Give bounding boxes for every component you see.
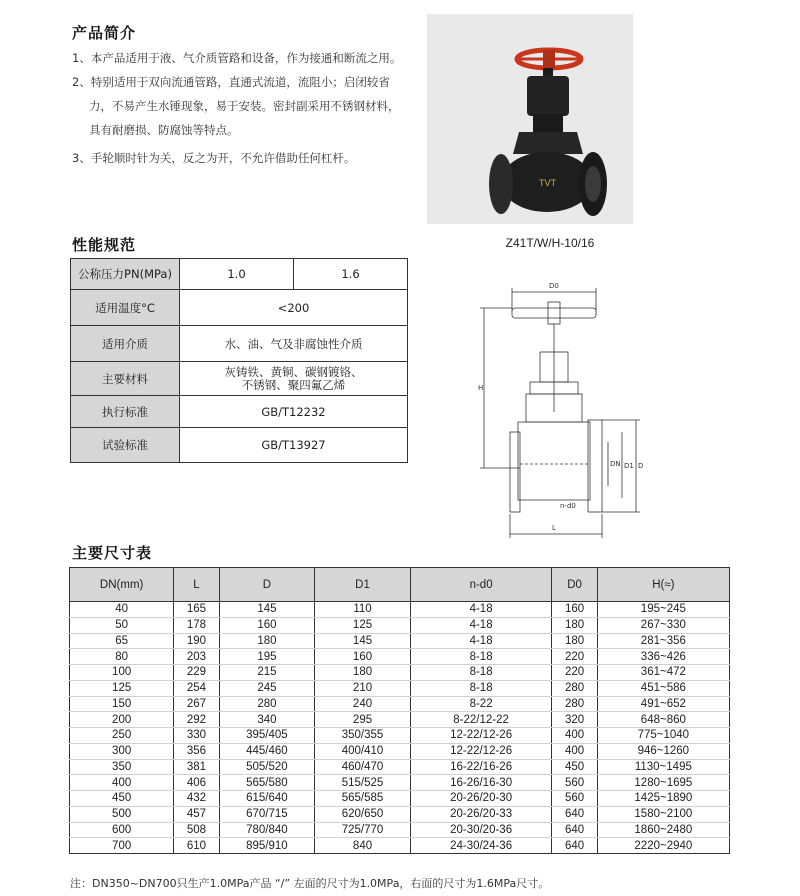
- table-cell: 8-18: [410, 649, 552, 665]
- table-cell: 300: [70, 743, 174, 759]
- table-cell: 280: [552, 696, 597, 712]
- specs-title: 性能规范: [72, 236, 137, 254]
- specs-table: [70, 258, 408, 463]
- table-cell: 320: [552, 712, 597, 728]
- table-cell: 670/715: [219, 806, 315, 822]
- table-row: [70, 680, 730, 696]
- table-cell: 640: [552, 838, 597, 854]
- table-cell: 350: [70, 759, 174, 775]
- table-row: [70, 649, 730, 665]
- table-cell: 145: [315, 633, 411, 649]
- table-cell: 400: [552, 728, 597, 744]
- table-cell: 1280~1695: [597, 775, 729, 791]
- table-cell: 180: [315, 665, 411, 681]
- intro-item: 具有耐磨损、防腐蚀等特点。: [89, 123, 239, 137]
- table-cell: 180: [219, 633, 315, 649]
- table-cell: 780/840: [219, 822, 315, 838]
- table-cell: 210: [315, 680, 411, 696]
- table-cell: 450: [552, 759, 597, 775]
- table-cell: 395/405: [219, 728, 315, 744]
- table-cell: 560: [552, 775, 597, 791]
- table-row: [70, 838, 730, 854]
- table-cell: 16-26/16-30: [410, 775, 552, 791]
- table-cell: 125: [315, 617, 411, 633]
- spec-label: 执行标准: [71, 396, 180, 428]
- dims-column-header: L: [174, 568, 219, 602]
- spec-label: 主要材料: [71, 362, 180, 396]
- table-cell: 505/520: [219, 759, 315, 775]
- dim-label-dn: DN: [610, 460, 621, 468]
- dims-body: [70, 602, 730, 854]
- spec-value: 水、油、气及非腐蚀性介质: [180, 326, 408, 362]
- table-cell: 8-22/12-22: [410, 712, 552, 728]
- table-cell: 1860~2480: [597, 822, 729, 838]
- table-row: [70, 602, 730, 618]
- spec-label: 试验标准: [71, 428, 180, 463]
- table-cell: 215: [219, 665, 315, 681]
- table-cell: 500: [70, 806, 174, 822]
- table-cell: 451~586: [597, 680, 729, 696]
- table-row: [70, 633, 730, 649]
- table-cell: 160: [219, 617, 315, 633]
- table-row: [70, 806, 730, 822]
- intro-item: 力，不易产生水锤现象，易于安装。密封副采用不锈钢材料，: [89, 99, 400, 113]
- table-cell: 80: [70, 649, 174, 665]
- table-cell: 150: [70, 696, 174, 712]
- table-row: [70, 822, 730, 838]
- table-cell: 350/355: [315, 728, 411, 744]
- dim-label-nd0: n-d0: [560, 502, 576, 510]
- table-row: [70, 743, 730, 759]
- table-cell: 946~1260: [597, 743, 729, 759]
- dim-label-d0: D0: [549, 282, 559, 290]
- table-cell: 24-30/24-36: [410, 838, 552, 854]
- table-cell: 1425~1890: [597, 791, 729, 807]
- dim-label-h: H: [478, 384, 484, 392]
- table-cell: 450: [70, 791, 174, 807]
- intro-list: [72, 46, 422, 170]
- table-cell: 245: [219, 680, 315, 696]
- product-model: Z41T/W/H-10/16: [505, 236, 595, 250]
- spec-value: [180, 362, 408, 396]
- table-cell: 280: [219, 696, 315, 712]
- table-cell: 16-22/16-26: [410, 759, 552, 775]
- table-row: [70, 617, 730, 633]
- spec-value-line: 灰铸铁、黄铜、碳钢镀铬、: [224, 364, 363, 379]
- table-cell: 250: [70, 728, 174, 744]
- table-cell: 229: [174, 665, 219, 681]
- table-cell: 340: [219, 712, 315, 728]
- table-cell: 565/580: [219, 775, 315, 791]
- table-cell: 610: [174, 838, 219, 854]
- table-cell: 125: [70, 680, 174, 696]
- table-cell: 640: [552, 806, 597, 822]
- spec-value: GB/T13927: [180, 428, 408, 463]
- spec-value: 1.6: [294, 259, 408, 290]
- valve-drawing: [460, 272, 660, 547]
- dims-column-header: D0: [552, 568, 597, 602]
- table-cell: 240: [315, 696, 411, 712]
- table-cell: 220: [552, 649, 597, 665]
- table-cell: 110: [315, 602, 411, 618]
- table-cell: 165: [174, 602, 219, 618]
- table-row: [70, 696, 730, 712]
- dims-title: 主要尺寸表: [72, 544, 153, 562]
- table-cell: 840: [315, 838, 411, 854]
- table-cell: 65: [70, 633, 174, 649]
- dim-label-d1: D1: [624, 462, 634, 470]
- table-cell: 336~426: [597, 649, 729, 665]
- table-cell: 50: [70, 617, 174, 633]
- table-cell: 775~1040: [597, 728, 729, 744]
- table-cell: 508: [174, 822, 219, 838]
- table-row: [70, 712, 730, 728]
- dims-table: [69, 567, 730, 854]
- table-cell: 725/770: [315, 822, 411, 838]
- table-cell: 292: [174, 712, 219, 728]
- dims-column-header: n-d0: [410, 568, 552, 602]
- table-cell: 295: [315, 712, 411, 728]
- table-cell: 600: [70, 822, 174, 838]
- dims-header-row: [70, 568, 730, 602]
- table-cell: 1580~2100: [597, 806, 729, 822]
- table-cell: 356: [174, 743, 219, 759]
- spec-label: 适用温度°C: [71, 290, 180, 326]
- table-row: [70, 728, 730, 744]
- valve-photo: [427, 14, 633, 224]
- table-cell: 160: [315, 649, 411, 665]
- dims-column-header: D: [219, 568, 315, 602]
- table-cell: 615/640: [219, 791, 315, 807]
- table-cell: 400: [552, 743, 597, 759]
- table-cell: 180: [552, 633, 597, 649]
- table-cell: 281~356: [597, 633, 729, 649]
- table-cell: 267~330: [597, 617, 729, 633]
- intro-item: 1、本产品适用于液、气介质管路和设备，作为接通和断流之用。: [72, 51, 402, 65]
- spec-value: GB/T12232: [180, 396, 408, 428]
- table-cell: 160: [552, 602, 597, 618]
- table-cell: 145: [219, 602, 315, 618]
- table-cell: 178: [174, 617, 219, 633]
- table-cell: 406: [174, 775, 219, 791]
- spec-label: 公称压力PN(MPa): [71, 259, 180, 290]
- table-row: [70, 665, 730, 681]
- table-cell: 432: [174, 791, 219, 807]
- table-cell: 700: [70, 838, 174, 854]
- table-cell: 445/460: [219, 743, 315, 759]
- table-cell: 361~472: [597, 665, 729, 681]
- table-cell: 254: [174, 680, 219, 696]
- table-cell: 8-18: [410, 665, 552, 681]
- table-cell: 220: [552, 665, 597, 681]
- table-cell: 40: [70, 602, 174, 618]
- table-cell: 20-26/20-30: [410, 791, 552, 807]
- table-cell: 2220~2940: [597, 838, 729, 854]
- table-cell: 20-26/20-33: [410, 806, 552, 822]
- dims-column-header: D1: [315, 568, 411, 602]
- table-cell: 12-22/12-26: [410, 743, 552, 759]
- table-cell: 400: [70, 775, 174, 791]
- table-row: [70, 791, 730, 807]
- spec-value: <200: [180, 290, 408, 326]
- table-cell: 195~245: [597, 602, 729, 618]
- table-cell: 648~860: [597, 712, 729, 728]
- intro-item: 2、特别适用于双向流通管路，直通式流道，流阻小；启闭较省: [72, 75, 390, 89]
- table-cell: 640: [552, 822, 597, 838]
- table-row: [70, 775, 730, 791]
- table-cell: 203: [174, 649, 219, 665]
- table-cell: 460/470: [315, 759, 411, 775]
- table-cell: 457: [174, 806, 219, 822]
- table-cell: 280: [552, 680, 597, 696]
- spec-label: 适用介质: [71, 326, 180, 362]
- body-mark: TVT: [539, 179, 557, 189]
- dims-column-header: H(≈): [597, 568, 729, 602]
- table-cell: 560: [552, 791, 597, 807]
- spec-value-line: 不锈钢、聚四氟乙烯: [241, 377, 346, 392]
- footnote: 注：DN350~DN700只生产1.0MPa产品 “/” 左面的尺寸为1.0MPa，右面的尺寸为1.6MPa尺寸。: [70, 877, 550, 890]
- dim-label-l: L: [552, 524, 556, 532]
- table-cell: 190: [174, 633, 219, 649]
- table-cell: 330: [174, 728, 219, 744]
- table-cell: 195: [219, 649, 315, 665]
- table-cell: 8-22: [410, 696, 552, 712]
- dims-column-header: DN(mm): [70, 568, 174, 602]
- table-cell: 20-30/20-36: [410, 822, 552, 838]
- table-cell: 491~652: [597, 696, 729, 712]
- table-cell: 200: [70, 712, 174, 728]
- table-cell: 8-18: [410, 680, 552, 696]
- table-cell: 100: [70, 665, 174, 681]
- table-cell: 381: [174, 759, 219, 775]
- table-cell: 1130~1495: [597, 759, 729, 775]
- dim-label-d: D: [638, 462, 644, 470]
- table-cell: 4-18: [410, 617, 552, 633]
- table-cell: 515/525: [315, 775, 411, 791]
- table-cell: 4-18: [410, 633, 552, 649]
- intro-item: 3、手轮顺时针为关，反之为开，不允许借助任何杠杆。: [72, 151, 356, 165]
- table-cell: 180: [552, 617, 597, 633]
- table-cell: 267: [174, 696, 219, 712]
- intro-title: 产品简介: [72, 24, 137, 42]
- table-cell: 400/410: [315, 743, 411, 759]
- table-cell: 895/910: [219, 838, 315, 854]
- table-cell: 620/650: [315, 806, 411, 822]
- table-cell: 565/585: [315, 791, 411, 807]
- spec-value: 1.0: [180, 259, 294, 290]
- table-cell: 4-18: [410, 602, 552, 618]
- table-row: [70, 759, 730, 775]
- table-cell: 12-22/12-26: [410, 728, 552, 744]
